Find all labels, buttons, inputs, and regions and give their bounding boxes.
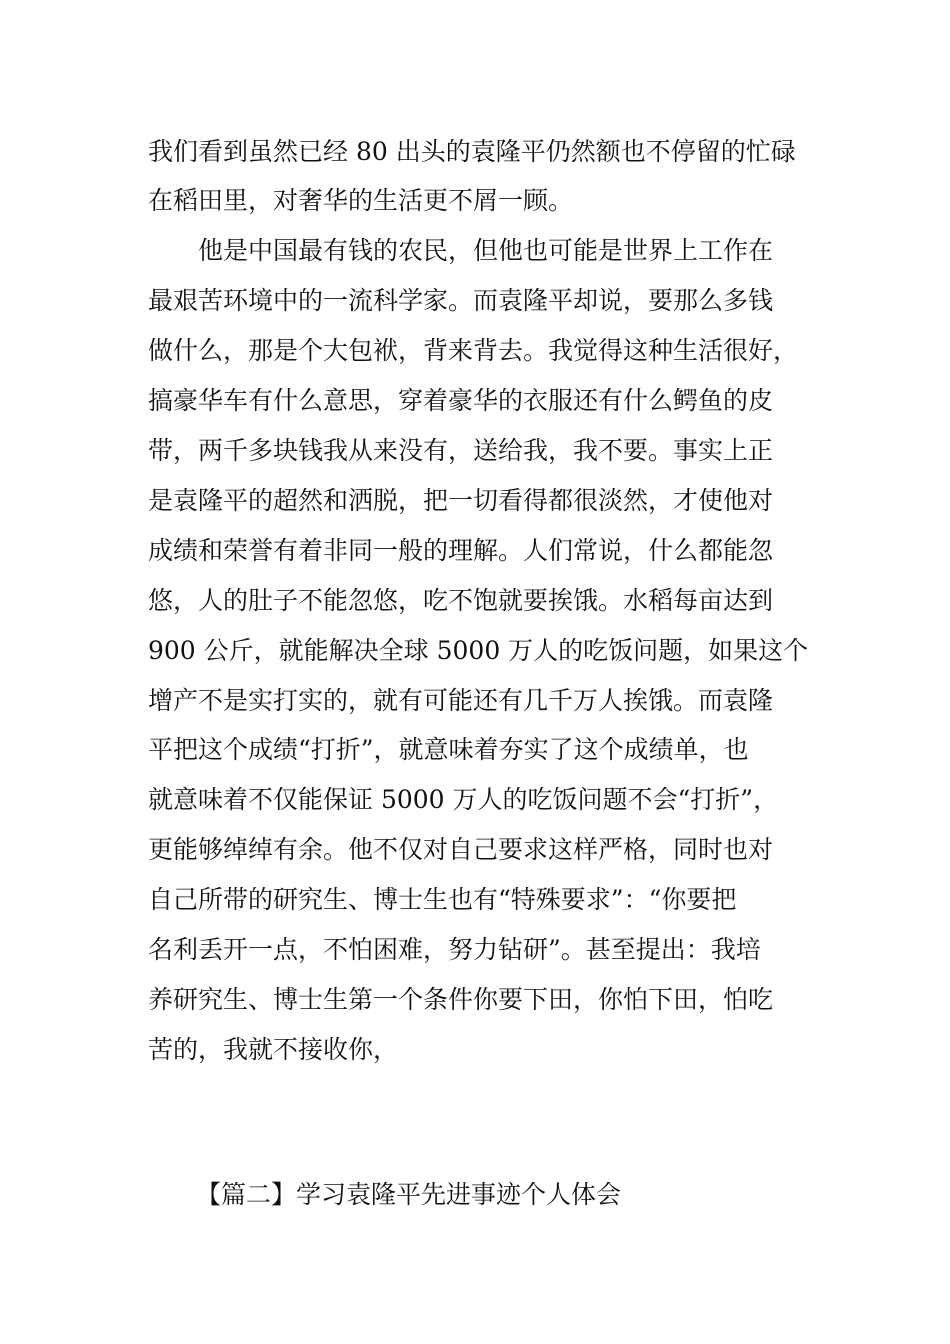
- body-text-line: 他是中国最有钱的农民，但他也可能是世界上工作在: [148, 236, 774, 265]
- body-text-line: 养研究生、博士生第一个条件你要下田，你怕下田，怕吃: [148, 985, 774, 1014]
- section-heading: 【篇二】学习袁隆平先进事迹个人体会: [196, 1180, 622, 1209]
- body-text-line: 就意味着不仅能保证 5000 万人的吃饭问题不会“打折”，: [148, 785, 779, 814]
- body-text-line: 悠，人的肚子不能忽悠，吃不饱就要挨饿。水稻每亩达到: [148, 586, 774, 615]
- body-text-line: 是袁隆平的超然和洒脱，把一切看得都很淡然，才使他对: [148, 486, 774, 515]
- body-text-line: 更能够绰绰有余。他不仅对自己要求这样严格，同时也对: [148, 835, 774, 864]
- body-text-line: 增产不是实打实的，就有可能还有几千万人挨饿。而袁隆: [148, 686, 774, 715]
- body-text-line: 成绩和荣誉有着非同一般的理解。人们常说，什么都能忽: [148, 536, 774, 565]
- body-text-line: 苦的，我就不接收你，: [148, 1035, 399, 1064]
- body-text-line: 900 公斤，就能解决全球 5000 万人的吃饭问题，如果这个: [148, 636, 809, 665]
- body-text-line: 最艰苦环境中的一流科学家。而袁隆平却说，要那么多钱: [148, 286, 774, 315]
- body-text-line: 搞豪华车有什么意思，穿着豪华的衣服还有什么鳄鱼的皮: [148, 386, 774, 415]
- body-text-line: 我们看到虽然已经 80 出头的袁隆平仍然额也不停留的忙碌: [148, 137, 796, 166]
- body-text-line: 带，两千多块钱我从来没有，送给我，我不要。事实上正: [148, 436, 774, 465]
- body-text-line: 在稻田里，对奢华的生活更不屑一顾。: [148, 186, 574, 215]
- body-text-line: 自己所带的研究生、博士生也有“特殊要求”：“你要把: [148, 885, 737, 914]
- body-text-line: 做什么，那是个大包袱，背来背去。我觉得这种生活很好，: [148, 336, 799, 365]
- body-text-line: 平把这个成绩“打折”，就意味着夯实了这个成绩单，也: [148, 735, 749, 764]
- body-text-line: 名利丢开一点，不怕困难，努力钻研”。甚至提出：我培: [148, 935, 761, 964]
